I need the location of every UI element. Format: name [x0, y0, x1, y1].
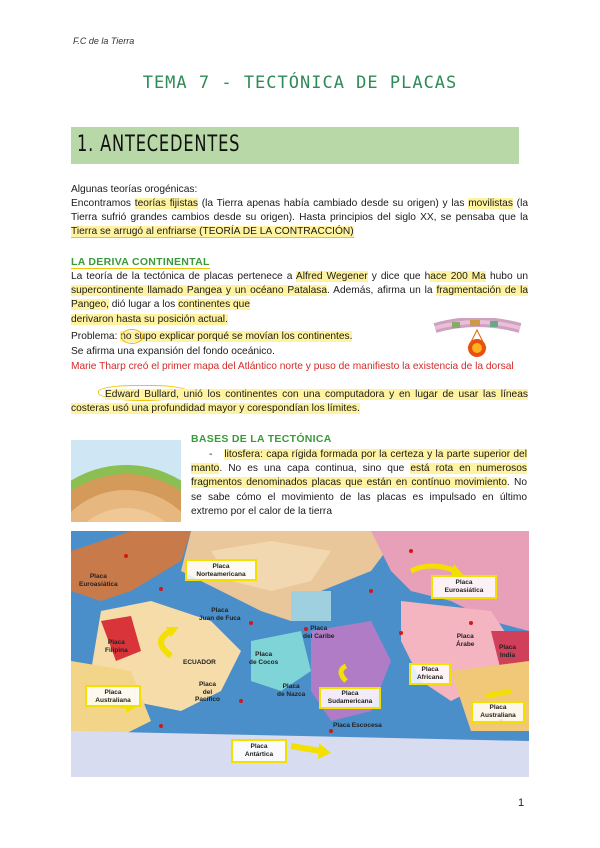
intro-line: Algunas teorías orogénicas: [71, 184, 198, 195]
problema-line: Problema: no supo explicar porqué se movían los continentes. [71, 331, 353, 342]
label-australiana-east: Placa Australiana [480, 704, 516, 719]
label-caribe: Placa del Caribe [303, 625, 335, 640]
deriva-continued: derivaron hasta su posición actual. [71, 314, 228, 325]
label-africana: Placa Africana [416, 666, 443, 681]
label-pacifico: Placa del Pacífico [195, 681, 220, 703]
label-nazca: Placa de Nazca [277, 683, 306, 698]
label-india: Placa India [499, 644, 516, 659]
document-title: TEMA 7 - TECTÓNICA DE PLACAS [142, 73, 458, 93]
page-number: 1 [518, 797, 525, 809]
intro-paragraph: Encontramos teorías fijistas (la Tierra apenas había cambiado desde su origen) y las movilistas (la Tierra sufrió grandes cambios desde su origen). Hasta principios del siglo XX, se pensaba que la Tierra se arrugó al enfriarse (TEORÍA DE LA CONTRACCIÓN) [71, 198, 529, 238]
label-euroasiatica-east: Placa Euroasiática [444, 579, 484, 594]
label-euroasiatica-west: Placa Euroasiática [79, 573, 118, 588]
label-cocos: Placa de Cocos [249, 651, 279, 666]
tectonic-plates-map [71, 531, 529, 777]
label-australiana-west: Placa Australiana [95, 689, 131, 704]
label-ecuador: ECUADOR [183, 659, 216, 666]
earth-layers-image [71, 440, 181, 522]
scribble-no [121, 329, 143, 344]
pangea-illustration [430, 318, 525, 366]
label-arabe: Placa Árabe [456, 633, 475, 648]
section-heading: 1. ANTECEDENTES [77, 132, 241, 157]
plates-map-drawing [71, 531, 529, 777]
label-juan-de-fuca: Placa Juan de Fuca [199, 607, 241, 622]
highlight-fijistas: teorías fijistas [134, 198, 199, 209]
tharp-paragraph: Marie Tharp creó el primer mapa del Atlántico norte y puso de manifiesto la existencia de la dorsal [71, 361, 514, 372]
label-sudamericana: Placa Sudamericana [327, 690, 373, 705]
expansion-line: Se afirma una expansión del fondo oceánico. [71, 346, 275, 357]
label-escocesa: Placa Escocesa [333, 722, 382, 729]
deriva-paragraph: La teoría de la tectónica de placas pertenece a Alfred Wegener y dice que hace 200 Ma hubo un supercontinente llamado Pangea y un océano Patalasa. Además, afirma un la fragmentación de la Pangeo, dió lugar a los continentes que [71, 271, 529, 311]
label-antartica: Placa Antártica [244, 743, 274, 758]
bases-paragraph: - litosfera: capa rígida formada por la certeza y la parte superior del manto. No es una capa continua, sino que está rota en numerosos fragmentos denominados placas que están en contínuo movimiento. No se sabe cómo el movimiento de las placas es impulsado en último extremo por el calor de la tierra [191, 449, 527, 517]
highlight-contraccion: Tierra se arrugó al enfriarse (TEORÍA DE LA CONTRACCIÓN) [71, 226, 354, 238]
section-banner [71, 127, 519, 164]
deriva-heading: LA DERIVA CONTINENTAL [71, 256, 210, 268]
header-note: F.C de la Tierra [73, 36, 135, 46]
bullard-paragraph: Edward Bullard, unió los continentes con una computadora y en lugar de usar las líneas costeras usó una profundidad mayor y corespondían los límites. [71, 389, 528, 415]
label-filipina: Placa Filipina [105, 639, 128, 654]
highlight-movilistas: movilistas [468, 198, 513, 209]
bases-heading: BASES DE LA TECTÓNICA [191, 433, 332, 445]
label-norteamericana: Placa Norteamericana [196, 563, 246, 578]
